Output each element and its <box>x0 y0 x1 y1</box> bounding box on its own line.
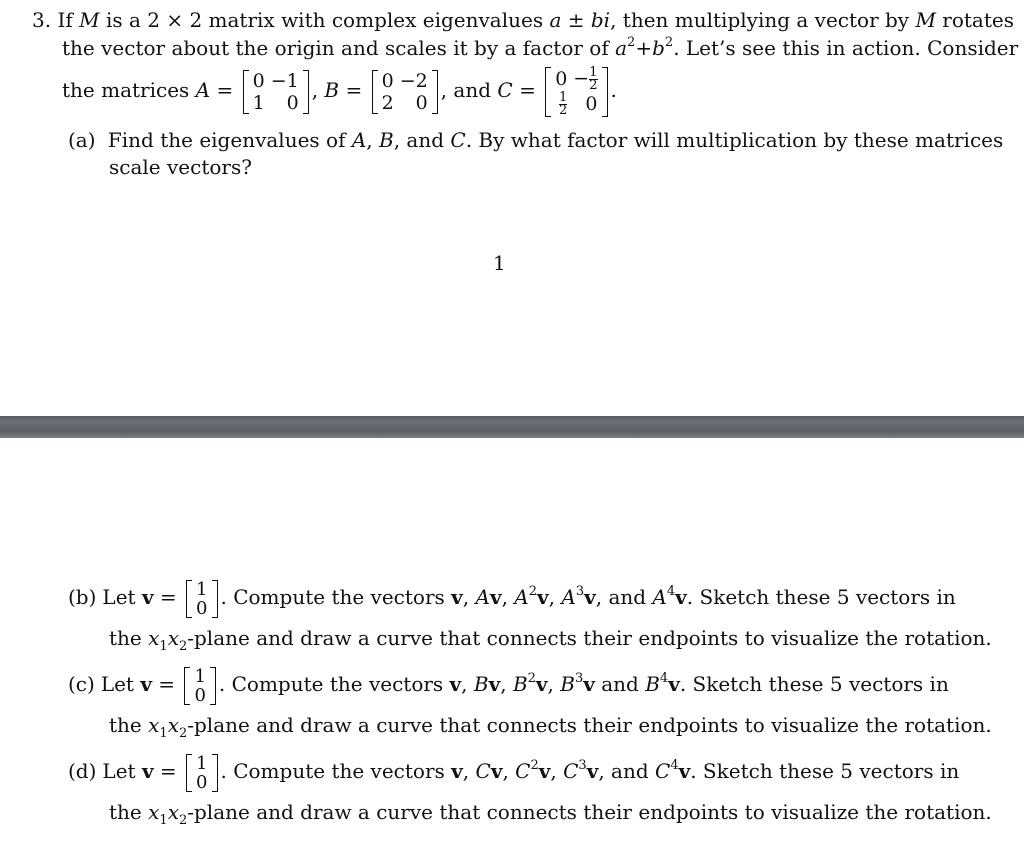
part-a-label: (a) <box>68 128 96 152</box>
part-label: (b) <box>68 585 97 609</box>
part-a-line-2: scale vectors? <box>109 155 252 179</box>
matrix-b: 0 −2 2 0 <box>372 70 438 114</box>
matrix-c: 0 − $\frac{1}{2}$ $\frac{1}{2}$ 0 <box>545 67 607 117</box>
part-d-line-1: (d) Let v = 1 0 . Compute the vectors v, Cv, $C^2v$, $C^3v$, and $C^4v$. Sketch these 5 vectors in <box>68 752 960 793</box>
part-c-line-2: the $x_1x_2$-plane and draw a curve that connects their endpoints to visualize the rotation. <box>109 713 992 741</box>
matrix-a: 0 −1 1 0 <box>243 70 309 114</box>
problem-line-3: the matrices A = 0 −1 1 0 , B = 0 −2 2 0 , and C = 0 − $\frac{1}{2}$ $\frac{1}{2}$ 0 . <box>62 64 617 118</box>
part-a-line-1: (a) Find the eigenvalues of A, B, and C. By what factor will multiplication by these matrices <box>68 128 1004 152</box>
page-number: 1 <box>493 251 506 275</box>
part-label: (c) <box>68 672 95 696</box>
eigenvalue-expression: a ± bi <box>549 8 611 32</box>
part-label: (d) <box>68 759 97 783</box>
problem-number: 3. <box>32 8 52 32</box>
problem-line-1: 3. If M is a 2 × 2 matrix with complex eigenvalues a ± bi, then multiplying a vector by M rotates <box>32 8 1014 32</box>
vector-v: 1 0 <box>186 580 217 618</box>
vector-v: 1 0 <box>186 754 217 792</box>
part-b-line-1: (b) Let v = 1 0 . Compute the vectors v, Av, $A^2v$, $A^3v$, and $A^4v$. Sketch these 5 vectors in <box>68 578 956 619</box>
page-1 <box>0 0 1024 416</box>
part-b-line-2: the $x_1x_2$-plane and draw a curve that connects their endpoints to visualize the rotation. <box>109 626 992 654</box>
part-d-line-2: the $x_1x_2$-plane and draw a curve that connects their endpoints to visualize the rotation. <box>109 800 992 828</box>
problem-line-2: the vector about the origin and scales it by a factor of $a^2+b^2$. Let’s see this in action. Consider <box>62 35 1019 60</box>
vector-v: 1 0 <box>184 667 215 705</box>
page-2 <box>0 438 1024 865</box>
part-c-line-1: (c) Let v = 1 0 . Compute the vectors v, Bv, $B^2v$, $B^3v$ and $B^4v$. Sketch these 5 vectors in <box>68 665 949 706</box>
page-separator <box>0 416 1024 438</box>
